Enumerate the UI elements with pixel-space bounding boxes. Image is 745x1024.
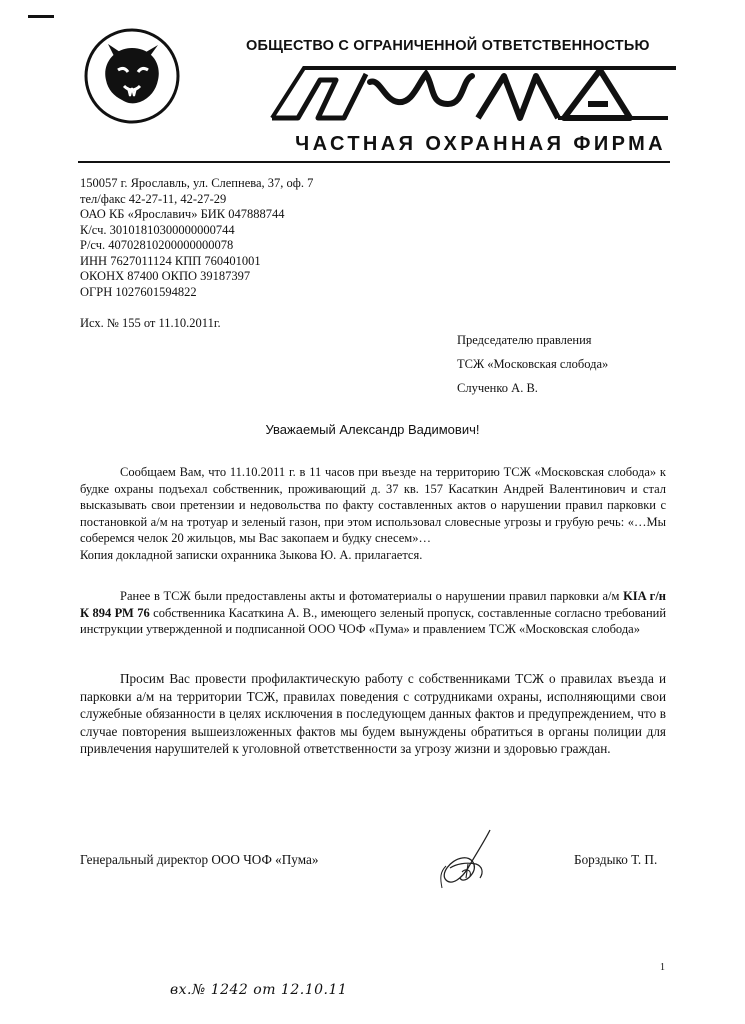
requisite-phone: тел/факс 42-27-11, 42-27-29: [80, 191, 227, 206]
company-type: ОБЩЕСТВО С ОГРАНИЧЕННОЙ ОТВЕТСТВЕННОСТЬЮ: [246, 38, 650, 54]
brand-wordmark-logo: [258, 60, 678, 124]
paragraph-request-text: Просим Вас провести профилактическую работу с собственниками ТСЖ о правилах въезда и парковки а/м на территории ТСЖ, правилах поведения с сотрудниками охраны, исполняющими свои служебные обязанности в целях исключения в последующем данных фактов и предупреждением, что в случае повторения вышеизложенных фактов мы будем вынуждены обратиться в органы полиции для привлечения нарушителей к уголовной ответственности за угрозу жизни и здоровью граждан.: [80, 671, 666, 756]
header-divider: [78, 161, 670, 163]
requisite-ogrn: ОГРН 1027601594822: [80, 284, 197, 299]
paragraph-incident: [80, 464, 666, 563]
greeting: Уважаемый Александр Вадимович!: [265, 422, 480, 437]
requisite-address: 150057 г. Ярославль, ул. Слепнева, 37, оф. 7: [80, 176, 314, 190]
acts-text-after: собственника Касаткина А. В., имеющего зеленый пропуск, составленные согласно требований инструкции утвержденной и подписанной ООО ЧОФ «Пума» и правлением ТСЖ «Московская слобода»: [80, 605, 667, 636]
requisite-account: Р/сч. 40702810200000000078: [80, 238, 234, 252]
requisite-okonh: ОКОНХ 87400 ОКПО 39187397: [80, 269, 251, 283]
acts-text-before: Ранее в ТСЖ были предоставлены акты и фотоматериалы о нарушении правил парковки а/м: [120, 589, 620, 603]
paragraph-request: [80, 670, 666, 758]
signatory-position: Генеральный директор ООО ЧОФ «Пума»: [80, 852, 319, 867]
paragraph-incident-text: Сообщаем Вам, что 11.10.2011 г. в 11 часов при въезде на территорию ТСЖ «Московская слобода» к будке охраны подъехал собственник, проживающий д. 37 кв. 157 Касаткин Андрей Валентинович и стал высказывать свои претензии и недовольства по факту составленных актов о нарушении правил парковки с постановкой а/м на тротуар и зеленый газон, при этом использовал словесные угрозы и грубую речь: «…Мы соберемся челок 20 жильцов, мы Вас закопаем и будку снесем»…: [80, 465, 666, 545]
vehicle-plate: KIA г/н К 894 РМ 76: [80, 589, 667, 620]
addressee-name: Слученко А. В.: [457, 381, 538, 395]
paragraph-previous-acts: [80, 588, 666, 638]
signatory-name: Борздыко Т. П.: [574, 852, 658, 867]
paragraph-previous-acts-text: [80, 588, 666, 638]
company-requisites: [80, 176, 440, 300]
handwritten-signature-icon: [432, 828, 512, 892]
paragraph-incident-note: Копия докладной записки охранника Зыкова Ю. А. прилагается.: [80, 547, 423, 562]
requisite-corr-account: К/сч. 30101810300000000744: [80, 222, 235, 237]
addressee-organization: ТСЖ «Московская слобода»: [457, 357, 609, 371]
page-number: 1: [660, 962, 665, 973]
incoming-registration-note: вх.№ 1242 от 12.10.11: [170, 982, 348, 998]
corner-mark: [28, 15, 54, 18]
firm-type: ЧАСТНАЯ ОХРАННАЯ ФИРМА: [295, 133, 666, 155]
requisite-inn: ИНН 7627011124 КПП 760401001: [80, 253, 261, 268]
addressee-position: Председателю правления: [457, 333, 592, 347]
puma-logo-icon: [84, 28, 180, 124]
addressee-block: [457, 328, 608, 400]
outgoing-number: Исх. № 155 от 11.10.2011г.: [80, 316, 221, 330]
requisite-bank: ОАО КБ «Ярославич» БИК 047888744: [80, 207, 285, 221]
